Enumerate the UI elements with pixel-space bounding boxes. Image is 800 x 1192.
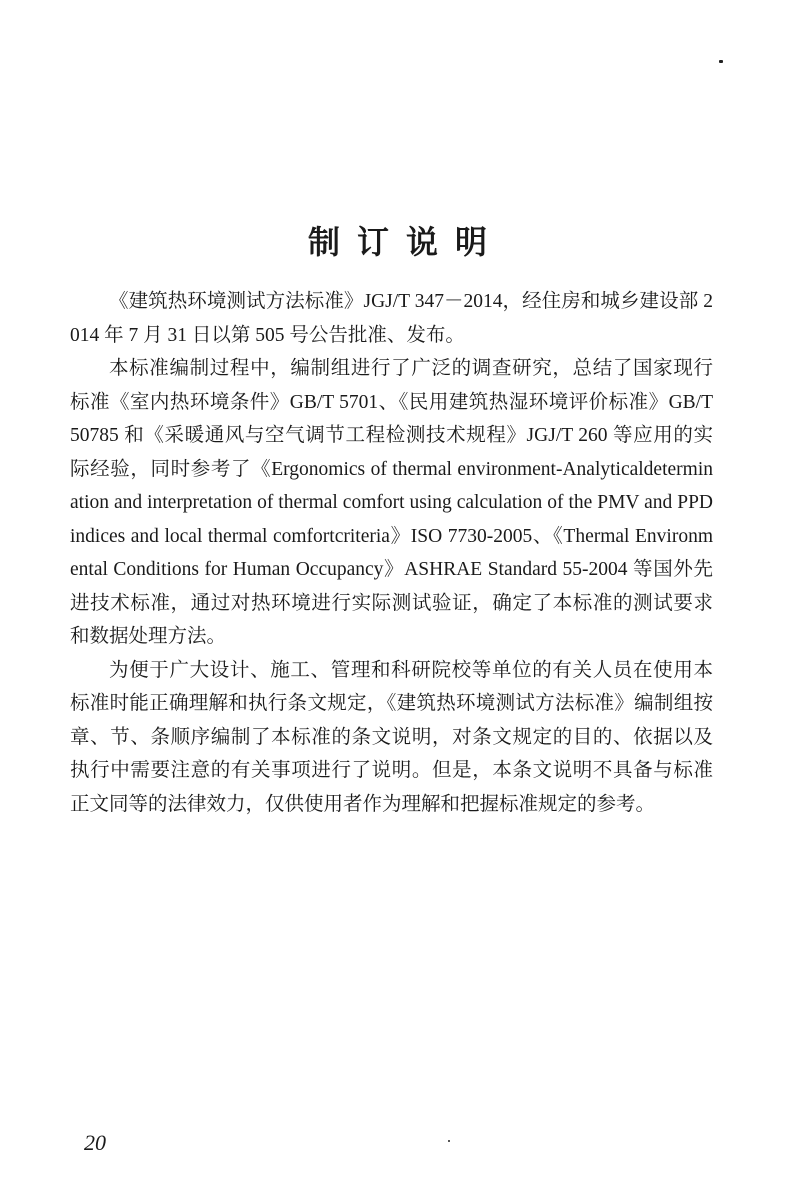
body-text — [70, 285, 713, 821]
page-title: 制订说明 — [307, 223, 504, 262]
scan-speck — [448, 1140, 450, 1142]
paragraph-compilation: 本标准编制过程中，编制组进行了广泛的调查研究，总结了国家现行标准《室内热环境条件》GB/T 5701、《民用建筑热湿环境评价标准》GB/T 50785 和《采暖通风与空气调节工程检测技术规程》JGJ/T 260 等应用的实际经验，同时参考了《Ergonomics of thermal environment-Analyticaldetermination and interpretation of thermal comfort using calculation of the PMV and PPD indices and local thermal comfortcriteria》ISO 7730-2005、《Thermal Environmental Conditions for Human Occupancy》ASHRAE Standard 55-2004 等国外先进技术标准，通过对热环境进行实际测试验证，确定了本标准的测试要求和数据处理方法。 — [70, 358, 713, 647]
paragraph-approval: 《建筑热环境测试方法标准》JGJ/T 347－2014，经住房和城乡建设部 2014 年 7 月 31 日以第 505 号公告批准、发布。 — [70, 291, 713, 346]
scan-speck — [719, 60, 723, 63]
paragraph-usage-note: 为便于广大设计、施工、管理和科研院校等单位的有关人员在使用本标准时能正确理解和执行条文规定，《建筑热环境测试方法标准》编制组按章、节、条顺序编制了本标准的条文说明，对条文规定的目的、依据以及执行中需要注意的有关事项进行了说明。但是，本条文说明不具备与标准正文同等的法律效力，仅供使用者作为理解和把握标准规定的参考。 — [70, 659, 713, 815]
page-number: 20 — [84, 1130, 106, 1155]
